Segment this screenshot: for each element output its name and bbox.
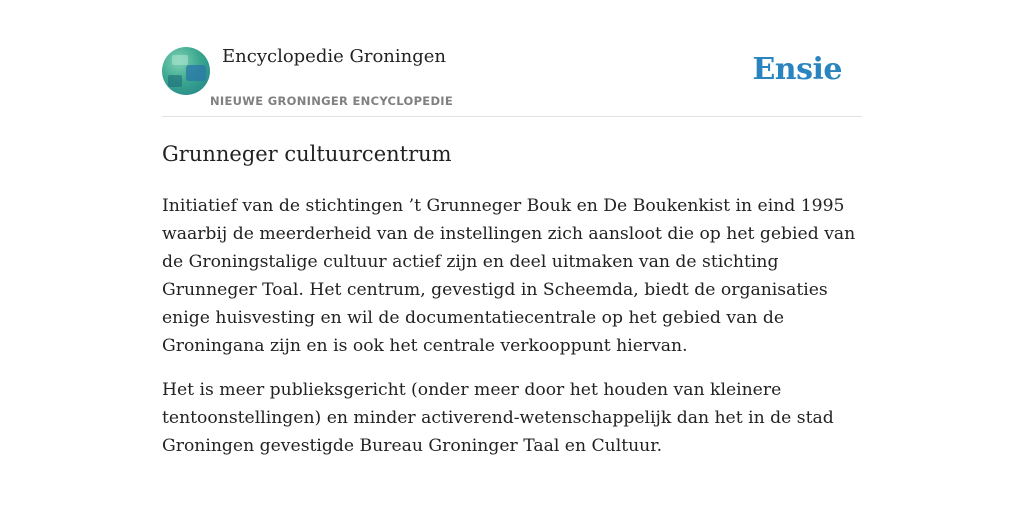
logo-shape xyxy=(186,65,206,81)
article-paragraph: Het is meer publieksgericht (onder meer door het houden van kleinere tentoonstellingen) en minder activerend-wetenschappelijk dan het in de stad Groningen gevestigde Bureau Groninger Taal en Cultuur. xyxy=(162,380,834,456)
logo-shape xyxy=(172,55,188,65)
site-title-link[interactable]: Encyclopedie Groningen xyxy=(222,46,447,67)
site-header xyxy=(162,0,862,117)
site-subtitle: NIEUWE GRONINGER ENCYCLOPEDIE xyxy=(210,94,454,108)
article-paragraph: Initiatief van de stichtingen ’t Grunneger Bouk en De Boukenkist in eind 1995 waarbij de meerderheid van de instellingen zich aansloot die op het gebied van de Groningstalige cultuur actief zijn en deel uitmaken van de stichting Grunneger Toal. Het centrum, gevestigd in Scheemda, biedt de organisaties enige huisvesting en wil de documentatiecentrale op het gebied van de Groningana zijn en is ook het centrale verkooppunt hiervan. xyxy=(162,196,856,356)
article-content xyxy=(162,138,862,476)
logo-shape xyxy=(168,75,182,87)
brand-logo-link[interactable]: Ensie xyxy=(752,52,842,87)
site-logo-icon[interactable] xyxy=(162,47,210,95)
article-title: Grunneger cultuurcentrum xyxy=(162,142,452,166)
